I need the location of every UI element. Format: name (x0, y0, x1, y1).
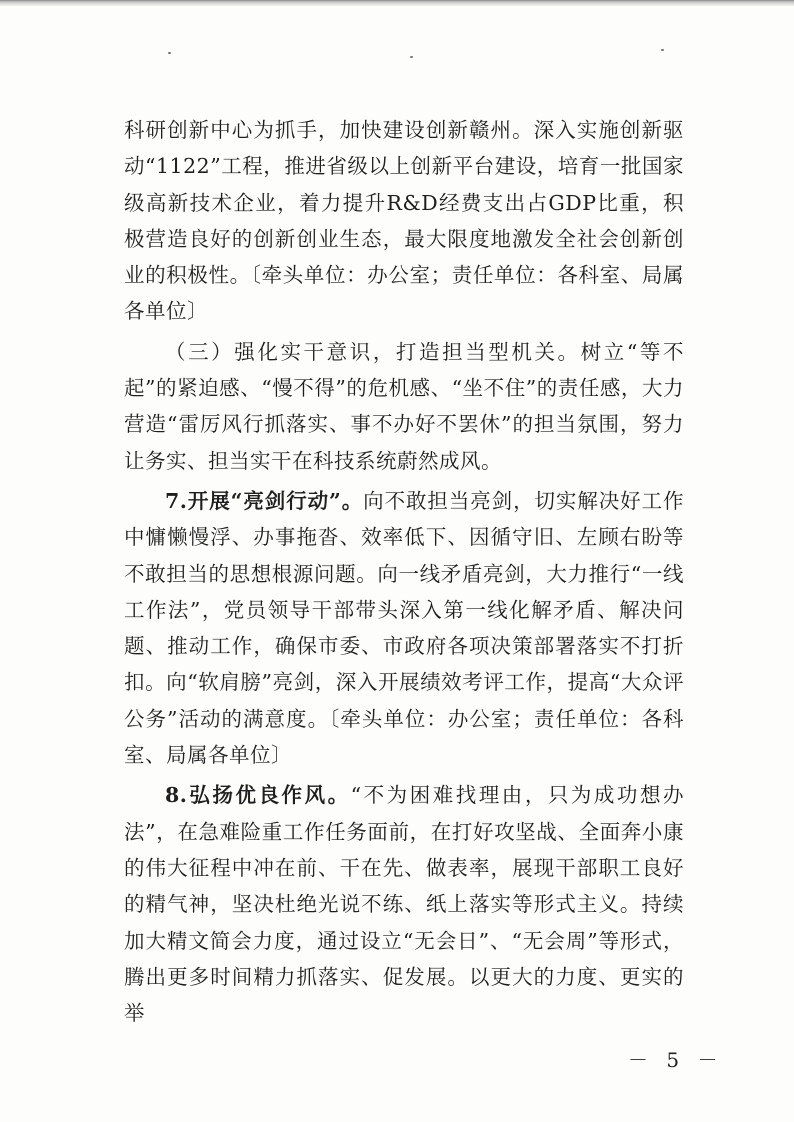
scan-speck (168, 52, 171, 54)
document-body (124, 112, 684, 1031)
page-number: － 5 － (628, 1048, 724, 1072)
paragraph-text: 向不敢担当亮剑，切实解决好工作中慵懒慢浮、办事拖沓、效率低下、因循守旧、左顾右盼等不敢担当的思想根源问题。向一线矛盾亮剑，大力推行“一线工作法”，党员领导干部带头深入第一线化解矛盾、解决问题、推动工作，确保市委、市政府各项决策部署落实不打折扣。向“软肩膀”亮剑，深入开展绩效考评工作，提高“大众评公务”活动的满意度。〔牵头单位：办公室；责任单位：各科室、局属各单位〕 (124, 488, 685, 768)
scan-top-edge (0, 0, 794, 6)
paragraph-text: 科研创新中心为抓手，加快建设创新赣州。深入实施创新驱动“1122”工程，推进省级以上创新平台建设，培育一批国家级高新技术企业，着力提升R&D经费支出占GDP比重，积极营造良好的创新创业生态，最大限度地激发全社会创新创业的积极性。〔牵头单位：办公室；责任单位：各科室、局属各单位〕 (124, 118, 684, 324)
item-paragraph-seven (124, 483, 684, 773)
paragraph-continuation (124, 112, 684, 330)
item-heading: 7.开展“亮剑行动”。 (165, 488, 364, 513)
item-heading: 8.弘扬优良作风。 (165, 783, 351, 808)
paragraph-text: “不为困难找理由，只为成功想办法”，在急难险重工作任务面前，在打好攻坚战、全面奔小康的伟大征程中冲在前、干在先、做表率，展现干部职工良好的精气神，坚决杜绝光说不练、纸上落实等形式主义。持续加大精文简会力度，通过设立“无会日”、“无会周”等形式，腾出更多时间精力抓落实、促发展。以更大的力度、更实的举 (124, 783, 684, 1026)
scan-speck (661, 49, 664, 51)
section-paragraph-three (124, 334, 684, 479)
paragraph-text: （三）强化实干意识，打造担当型机关。树立“等不起”的紧迫感、“慢不得”的危机感、“坐不住”的责任感，大力营造“雷厉风行抓落实、事不办好不罢休”的担当氛围，努力让务实、担当实干在科技系统蔚然成风。 (124, 339, 684, 473)
item-paragraph-eight (124, 777, 684, 1031)
scan-speck (410, 56, 413, 58)
